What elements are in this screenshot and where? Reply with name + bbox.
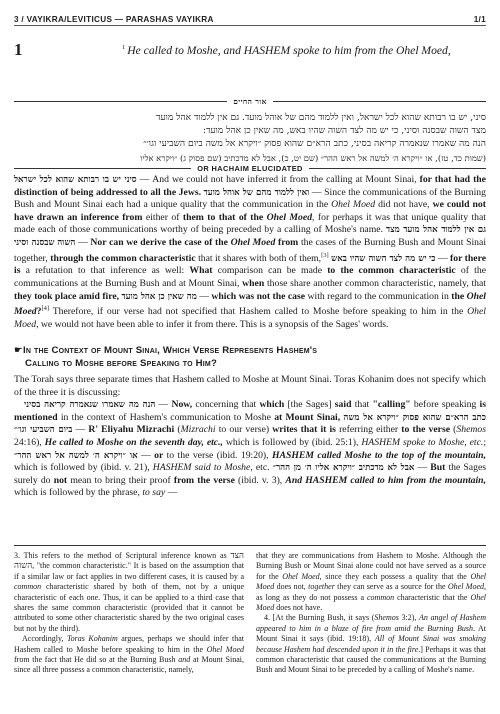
footnote-column-left [14,551,244,676]
header-rule [14,25,486,26]
text-run: Mizrachi [180,424,216,436]
text-run: did not have, [375,199,433,211]
text-run: Ohel Moed [282,571,320,581]
text-run: common [14,582,42,592]
bullet-icon: ☛ [14,345,23,356]
text-run: with regard to the communication in [307,290,452,302]
text-run: — And we could not have inferred it from the calling at Mount Sinai, [136,174,420,185]
text-run: Ohel Moed [256,571,487,592]
text-run: And HASHEM called to him from the mountain, [285,474,486,486]
header-page-marker: 1/1 [473,15,486,24]
text-run: when [242,277,267,289]
text-run: 4. [At the Burning Bush, it says ( [264,613,375,623]
verse-number: 1 [14,40,23,59]
text-run: is mentioned [14,399,486,423]
text-run: [the Sages] [287,399,335,411]
text-run: or [154,449,167,461]
footnote-paragraph [14,634,244,676]
text-run: to the common characteristic [327,265,461,277]
text-run: מה שאין כן אהל מועד [121,291,197,302]
ohr-hachaim-label: אור החיים [233,96,267,106]
text-run: them to that of the [182,211,267,223]
text-run: R' Eliyahu Mizrachi [88,424,178,436]
text-run: Ohel Moed [14,290,486,318]
text-run: (ibid. v. 3), [238,474,286,486]
hebrew-line: (שמות כד, טז), או ״ויקרא ה׳ למשה אל ראש ההר״ (שם יט, כ), אבל לא מדכתיב (שם פסוק ג) ״ויקרא אליו [140,152,486,163]
text-run: 3. This refers to the method of Scriptural inference known as [14,551,231,560]
text-run: through the common characteristic [50,252,199,264]
text-run: the Sages surely do [14,462,487,486]
text-run: HASHEM spoke to Moshe, etc. [361,436,484,448]
text-run: או ״ויקרא ה׳ למשה אל ראש ההר״ [14,450,138,461]
text-run: HASHEM said to Moshe [152,462,251,474]
hebrew-line-part: כי יש מה לצד השוה שהיו באש, מה שאין כן אהל מועד [205,126,399,137]
text-run: But [430,462,449,474]
elucidated-divider [14,163,486,173]
text-run: . At Mount Sinai it says (ibid. 19:18), [256,623,486,644]
text-run: — [72,424,89,436]
section-heading-line-2: Calling to Moshe before Speaking to Him? [25,357,218,369]
hebrew-line: סיני, יש בו רבותא שהוא לכל ישראל, ואין ללמוד מהם של אוהל מועד. גם אין ללמוד אהל מועד [155,113,486,123]
running-header [14,8,486,24]
text-run: What [189,265,218,277]
text-run: for there is [14,252,487,277]
footnote-rule [14,545,486,546]
text-run: גם אין ללמוד אהל מועד מצד השוה [57,225,486,248]
text-run: , etc. [250,462,273,474]
hebrew-line: מצד השוה שבסנה וסיני, כי יש מה לצד השוה שהיו באש, מה שאין כן אהל מועד: [202,126,486,137]
text-run: and [178,655,191,665]
text-run: they took place amid fire, [14,290,122,302]
text-run: Nor can we derive the case of the [90,236,231,248]
footnote-ref: [4] [41,305,50,313]
text-run: ? [36,306,42,318]
text-run: in the context of Hashem's communication to Moshe [60,411,275,423]
text-run: Accordingly, [22,634,67,644]
text-run: from the verse [173,474,239,486]
text-run: comparison can be made [217,265,328,277]
text-run: Ohel Moed [331,199,376,211]
text-run: 3:2), [398,613,420,623]
text-run: to the verse [401,424,454,436]
text-run: , for perhaps it was that unique quality that made each of those communications worthy of being preceded by a calling of Moshe's name. [14,211,486,236]
text-run: characteristic that the [394,592,471,602]
section-heading [14,345,486,370]
text-run: Toras Kohanim [66,634,118,644]
text-run: to our verse) [215,424,273,436]
footnote-column-right [256,551,486,676]
text-run: שבסנה וסיני [14,237,55,248]
text-run: argues, perhaps we should infer that Hashem called to Moshe before speaking to him in the [14,634,244,654]
text-run: — [435,252,451,264]
text-run: which is followed by (ibid. 25:1), [222,436,362,448]
text-run: which was not the case [211,290,308,302]
text-run: which is followed by the phrase, [14,487,143,499]
text-run: those share another common characteristic, namely, that [266,277,486,289]
text-run: does not have. [274,603,323,613]
text-run: ; [483,436,487,448]
text-run: , as long as they do not possess a [256,582,487,602]
text-run: כתב הרא״ם שהוא פסוק ״ויקרא אל משה ביום השביעי וגו׳״ [14,412,487,436]
text-run: 24:16), [14,436,45,448]
text-run: אבל לא מדכתיב ״ויקרא אליו ה׳ מן ההר״ [272,463,415,474]
text-run: — [137,449,155,461]
text-run: at Mount Sinai, since all three possess a common characteristic, namely, [14,655,244,675]
verse-row [14,40,486,60]
footnote-ref: [3] [321,251,329,259]
text-run: to the verse (ibid. 19:20), [166,449,272,461]
elucidation-text [14,174,486,332]
text-run: Shemos [456,424,487,436]
text-run: writes that it is [272,424,340,436]
text-run: a refutation to that inference as well: [25,265,190,277]
text-run: — [196,290,212,302]
elucidated-label: OR HACHAIM ELUCIDATED [197,163,303,173]
text-run: concerning that [195,399,260,411]
text-run: Ohel Moed [256,592,486,613]
text-run: , "the common characteristic." It is based on the assumption that if a similar law or fact applies in two different cases, it is caused by a [14,561,244,581]
text-run: — [414,462,431,474]
text-run: הצד השוה [14,551,244,572]
text-run: Ohel Moed [206,644,245,654]
text-run: סיני יש בו רבותא שהוא לכל ישראל [14,175,137,185]
text-run: HASHEM called Moshe to the top of the mountain, [272,449,486,461]
text-run: יש מה לצד השוה שהיו באש [331,253,427,264]
text-run: Ohel Moed [447,582,485,592]
text-run: not [53,474,71,486]
text-run: common [366,592,395,602]
text-run: Ohel Moed [266,211,313,223]
text-run: All of Mount Sinai was smoking because Hashem had descended upon it in the fire [256,634,487,654]
text-run: that [354,399,373,411]
text-run: together [308,582,335,592]
text-run: Ohel Moed [230,236,276,248]
text-run: Since the communications of the Burning Bush and Mount Sinai each had a unique quality that the communication in the [14,186,486,211]
text-run: Now, [171,399,196,411]
text-run: "calling" [372,399,414,411]
text-run: — [75,236,91,248]
text-run: they can serve as a source for the [334,582,448,592]
elucidation-paragraph-1 [14,174,486,332]
hebrew-line-part: מצד השוה שבסנה וסיני [404,126,486,137]
text-run: He called to Moshe on the seventh day, etc., [44,436,223,448]
intro-text: The Torah says three separate times that Hashem called to Moshe at Mount Sinai. Toras Kohanim does not specify which of the three it is discussing: [14,374,486,398]
hebrew-commentary [14,112,486,165]
text-run: referring either [339,424,402,436]
text-run: at Mount Sinai, [274,411,344,423]
text-run: כי [429,253,436,264]
text-run: which is followed by (ibid. v. 21), [14,462,153,474]
verse-text [122,44,451,57]
text-run: either of [145,211,183,223]
text-run: for that had the distinction of being addressed to all the Jews. [14,174,486,198]
text-run: , since they each possess a quality that the [319,571,471,581]
text-run: , we would not have been able to infer it from there. This is a synopsis of the Sages' words. [36,319,389,330]
text-run: characteristic shared by both of them, not by a unique characteristic of each one. Thus, it can be applied to a third case that shares the same common characteristic (provided that it cannot be attributed to some other characteristic shared by the two original cases but not by the third). [14,582,244,633]
text-run: we could not have drawn an inference from [14,199,486,223]
text-run: does not, [274,582,309,592]
footnote-paragraph [256,613,486,675]
elucidation-text [14,399,486,500]
text-run: to say [142,487,166,499]
text-run: which [259,399,288,411]
text-run: ( [453,424,457,436]
text-run: the [451,290,467,302]
text-run: An angel of Hashem appeared to him in a blaze of fire from amid the Burning Bush [256,613,487,633]
ohr-hachaim-divider [14,96,486,106]
header-title: 3 / VAYIKRA/LEVITICUS — PARASHAS VAYIKRA [14,15,214,24]
hebrew-line: הנה מה שאמרו שנאמרה קריאה בסיני, כתב הרא״ם שהוא פסוק ״ויקרא אל משה ביום השביעי וגו׳״ [143,139,486,150]
section-heading-line-1: In the Context of Mount Sinai, Which Verse Represents Hashem's [23,345,318,356]
text-run: — [165,487,178,499]
text-run: — [309,186,325,198]
text-run: that it shares with both of them, [198,252,322,264]
text-run: before speaking [413,399,480,411]
text-run: from [275,236,301,248]
text-run: Shemos [374,613,399,623]
text-run: that they are communications from Hashem to Moshe. Although the Burning Bush or Mount Sinai alone could not have served as a source for the [256,551,486,581]
text-run: mean to bring their proof [70,474,174,486]
verse-translation: He called to Moshe, and HASHEM spoke to him from the Ohel Moed, [127,44,451,57]
verse-superscript: 1 [122,44,126,51]
text-run: of the communications at the Burning Bush and at Mount Sinai, [14,265,486,289]
footnote-paragraph [14,551,244,634]
text-run: said [334,399,355,411]
text-run: — [155,399,172,411]
text-run: Therefore, if our verse had not specified that Hashem called to Moshe before speaking to him in the [49,306,468,318]
text-run: הנה מה שאמרו שנאמרה קריאה בסיני [24,400,156,411]
text-run: from the fact that He did so at the Burning Bush [14,655,179,665]
text-run: Ohel Moed [14,306,486,330]
text-run: ואין ללמוד מהם של אוהל מועד [203,187,310,198]
footnotes [14,551,486,676]
elucidation-paragraph-2 [14,374,486,500]
footnote-paragraph [256,551,486,613]
text-run: the cases of the Burning Bush and Mount Sinai together, [14,236,487,264]
text-run: ( [177,424,181,436]
text-run: .] Perhaps it was that common characteristic that caused the communications at the Burning Bush and Mount Sinai to be preceded by a calling of Moshe's name. [256,644,486,675]
